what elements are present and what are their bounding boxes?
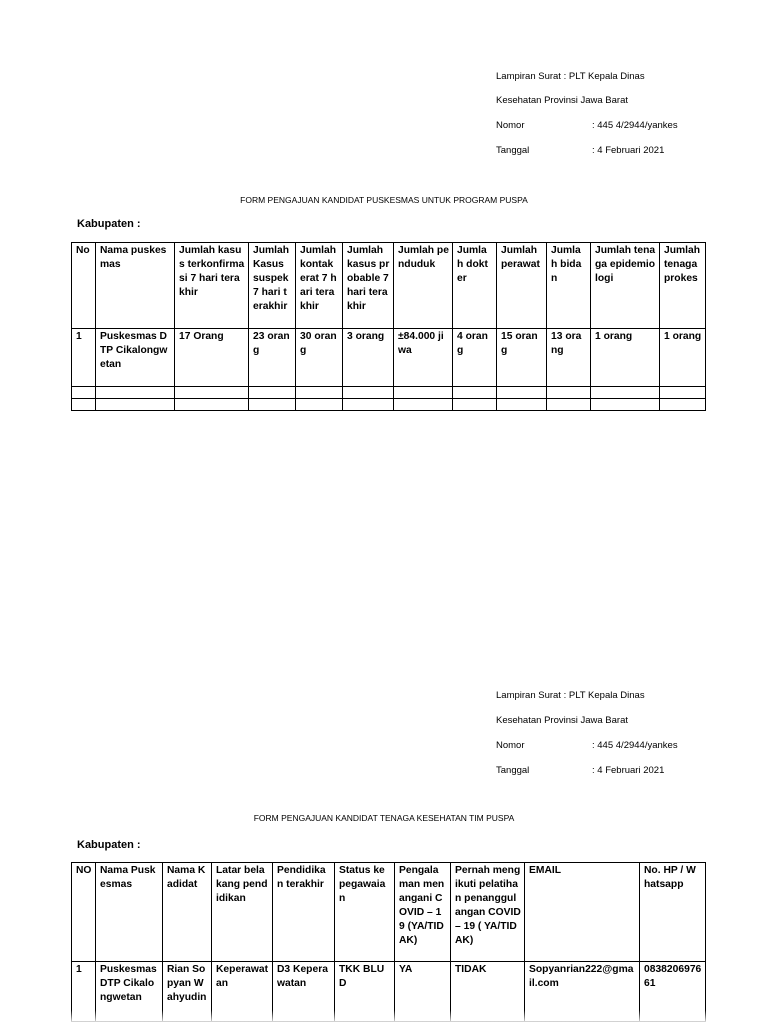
table-cell: 4 orang xyxy=(453,329,497,387)
header-cell: Jumlah perawat xyxy=(497,243,547,329)
header-cell: Jumlah kasus terkonfirmasi 7 hari terakhir xyxy=(175,243,249,329)
header-cell: NO xyxy=(72,863,96,962)
header-cell: Latar belakang pendidikan xyxy=(212,863,273,962)
header-cell: Jumlah tenaga epidemiologi xyxy=(591,243,660,329)
empty-table-row xyxy=(72,399,706,411)
table-cell: 30 orang xyxy=(296,329,343,387)
table-cell: Puskesmas DTP Cikalongwetan xyxy=(96,962,163,1022)
header-nomor xyxy=(496,120,678,131)
table-header-row xyxy=(72,863,706,962)
table-cell: 17 Orang xyxy=(175,329,249,387)
header-line-1: Lampiran Surat : PLT Kepala Dinas xyxy=(496,71,645,82)
table-cell: TKK BLUD xyxy=(335,962,395,1022)
table-cell: Sopyanrian222@gmail.com xyxy=(525,962,640,1022)
form-title-puskesmas: FORM PENGAJUAN KANDIDAT PUSKESMAS UNTUK PROGRAM PUSPA xyxy=(240,195,528,205)
header-cell: Jumlah kontak erat 7 hari terakhir xyxy=(296,243,343,329)
header-cell: Jumlah tenaga prokes xyxy=(660,243,706,329)
table-cell: 23 orang xyxy=(249,329,296,387)
puskesmas-table xyxy=(71,242,706,411)
table-cell: 15 orang xyxy=(497,329,547,387)
page-bottom-fade xyxy=(0,1010,768,1024)
table-cell: 1 xyxy=(72,962,96,1022)
header-cell: No xyxy=(72,243,96,329)
tenaga-kesehatan-table xyxy=(71,862,706,1022)
header-line-2: Kesehatan Provinsi Jawa Barat xyxy=(496,715,629,726)
header-cell: Nama puskesmas xyxy=(96,243,175,329)
table-cell: 1 orang xyxy=(660,329,706,387)
nomor-value: : 445 4/2944/yankes xyxy=(592,120,678,131)
table-cell: D3 Keperawatan xyxy=(273,962,335,1022)
table-cell: 083820697661 xyxy=(640,962,706,1022)
form-title-tenaga-kesehatan: FORM PENGAJUAN KANDIDAT TENAGA KESEHATAN TIM PUSPA xyxy=(253,813,515,823)
tanggal-label: Tanggal xyxy=(496,765,530,776)
nomor-label: Nomor xyxy=(496,120,525,131)
table-cell: 1 orang xyxy=(591,329,660,387)
header-cell: Jumlah dokter xyxy=(453,243,497,329)
header-cell: Nama Puskesmas xyxy=(96,863,163,962)
table-cell: 1 xyxy=(72,329,96,387)
table-cell: Keperawatan xyxy=(212,962,273,1022)
header-line-2: Kesehatan Provinsi Jawa Barat xyxy=(496,95,629,106)
nomor-label: Nomor xyxy=(496,740,525,751)
kabupaten-label: Kabupaten : xyxy=(77,218,141,230)
table-header-row xyxy=(72,243,706,329)
header-cell: Status kepegawaian xyxy=(335,863,395,962)
kabupaten-label: Kabupaten : xyxy=(77,839,141,851)
header-tanggal xyxy=(496,765,664,776)
tanggal-value: : 4 Februari 2021 xyxy=(592,765,665,776)
empty-table-row xyxy=(72,387,706,399)
table-cell: Puskesmas DTP Cikalongwetan xyxy=(96,329,175,387)
header-cell: Jumlah Kasus suspek 7 hari terakhir xyxy=(249,243,296,329)
table-row xyxy=(72,329,706,387)
nomor-value: : 445 4/2944/yankes xyxy=(592,740,678,751)
header-tanggal xyxy=(496,145,664,156)
table-cell: 13 orang xyxy=(547,329,591,387)
tanggal-value: : 4 Februari 2021 xyxy=(592,145,665,156)
header-line-1: Lampiran Surat : PLT Kepala Dinas xyxy=(496,690,645,701)
table-cell: 3 orang xyxy=(343,329,394,387)
header-cell: EMAIL xyxy=(525,863,640,962)
table-cell: Rian Sopyan Wahyudin xyxy=(163,962,212,1022)
header-cell: Jumlah kasus probable 7 hari terakhir xyxy=(343,243,394,329)
header-cell: Jumlah bidan xyxy=(547,243,591,329)
header-cell: Pengalaman menangani COVID – 19 (YA/TIDAK) xyxy=(395,863,451,962)
header-nomor xyxy=(496,740,678,751)
table-cell: TIDAK xyxy=(451,962,525,1022)
tanggal-label: Tanggal xyxy=(496,145,530,156)
header-cell: Jumlah penduduk xyxy=(394,243,453,329)
header-cell: No. HP / Whatsapp xyxy=(640,863,706,962)
table-cell: YA xyxy=(395,962,451,1022)
header-cell: Nama Kadidat xyxy=(163,863,212,962)
header-cell: Pendidikan terakhir xyxy=(273,863,335,962)
table-cell: ±84.000 jiwa xyxy=(394,329,453,387)
header-cell: Pernah mengikuti pelatihan penanggulangan COVID – 19 ( YA/TIDAK) xyxy=(451,863,525,962)
